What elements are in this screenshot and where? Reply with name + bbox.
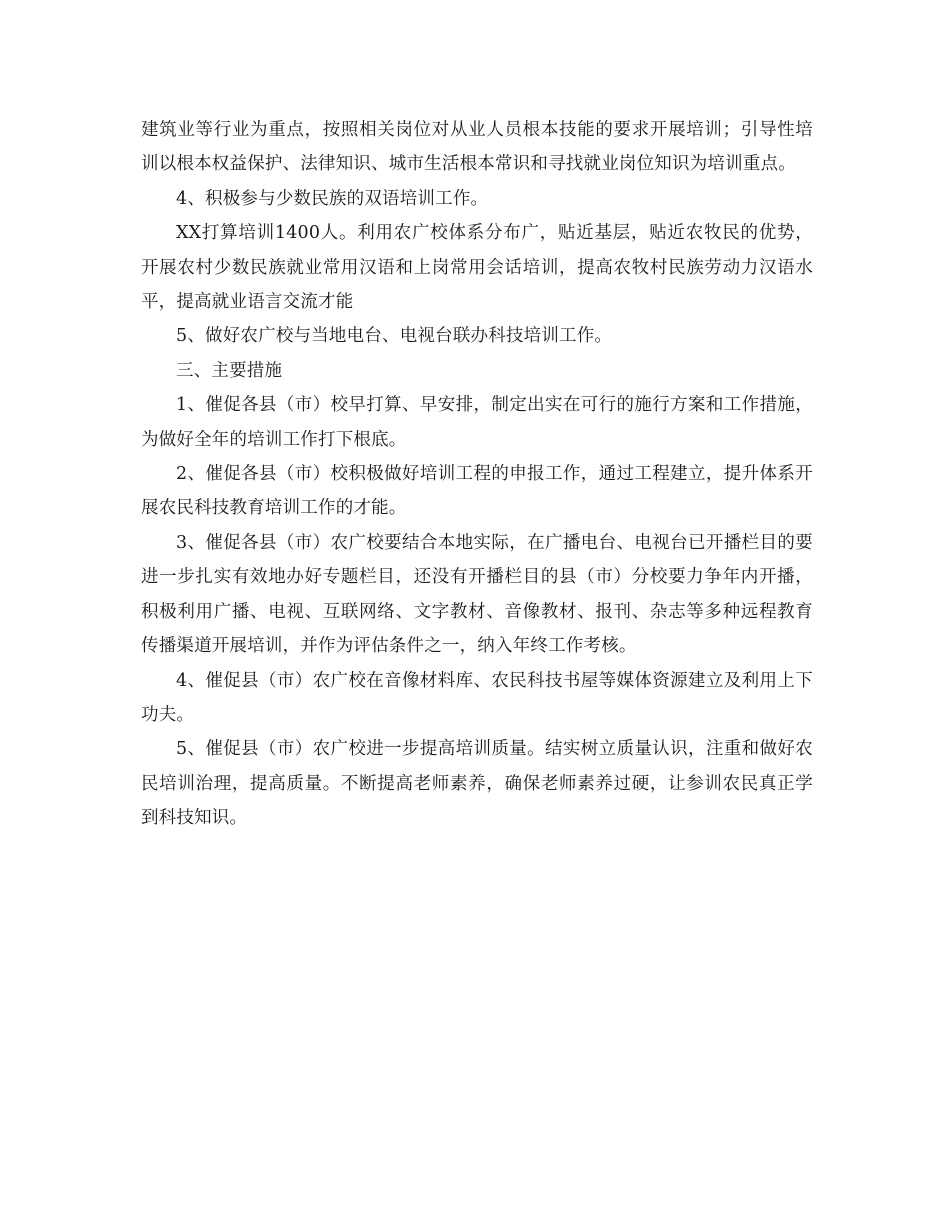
paragraph-item-5-heading: 5、做好农广校与当地电台、电视台联办科技培训工作。	[176, 326, 613, 347]
paragraph-measure-1: 1、催促各县（市）校早打算、早安排，制定出实在可行的施行方案和工作措施，为做好全年的培训工作打下根底。	[141, 395, 813, 450]
paragraph-continuation: 建筑业等行业为重点，按照相关岗位对从业人员根本技能的要求开展培训；引导性培训以根本权益保护、法律知识、城市生活根本常识和寻找就业岗位知识为培训重点。	[141, 120, 813, 175]
paragraph-item-4-heading: 4、积极参与少数民族的双语培训工作。	[176, 188, 489, 209]
document-body	[141, 113, 813, 836]
paragraph-measure-5: 5、催促县（市）农广校进一步提高培训质量。结实树立质量认识，注重和做好农民培训治理，提高质量。不断提高老师素养，确保老师素养过硬，让参训农民真正学到科技知识。	[141, 739, 813, 829]
paragraph-measure-4: 4、催促县（市）农广校在音像材料库、农民科技书屋等媒体资源建立及利用上下功夫。	[141, 670, 813, 725]
paragraph-measure-2: 2、催促各县（市）校积极做好培训工程的申报工作，通过工程建立，提升体系开展农民科技教育培训工作的才能。	[141, 464, 813, 519]
section-heading-main-measures: 三、主要措施	[176, 360, 283, 381]
paragraph-measure-3: 3、催促各县（市）农广校要结合本地实际，在广播电台、电视台已开播栏目的要进一步扎实有效地办好专题栏目，还没有开播栏目的县（市）分校要力争年内开播，积极利用广播、电视、互联网络、文字教材、音像教材、报刊、杂志等多种远程教育传播渠道开展培训，并作为评估条件之一，纳入年终工作考核。	[141, 532, 813, 657]
paragraph-bilingual-plan: XX打算培训1400人。利用农广校体系分布广，贴近基层，贴近农牧民的优势，开展农村少数民族就业常用汉语和上岗常用会话培训，提高农牧村民族劳动力汉语水平，提高就业语言交流才能	[141, 223, 813, 313]
